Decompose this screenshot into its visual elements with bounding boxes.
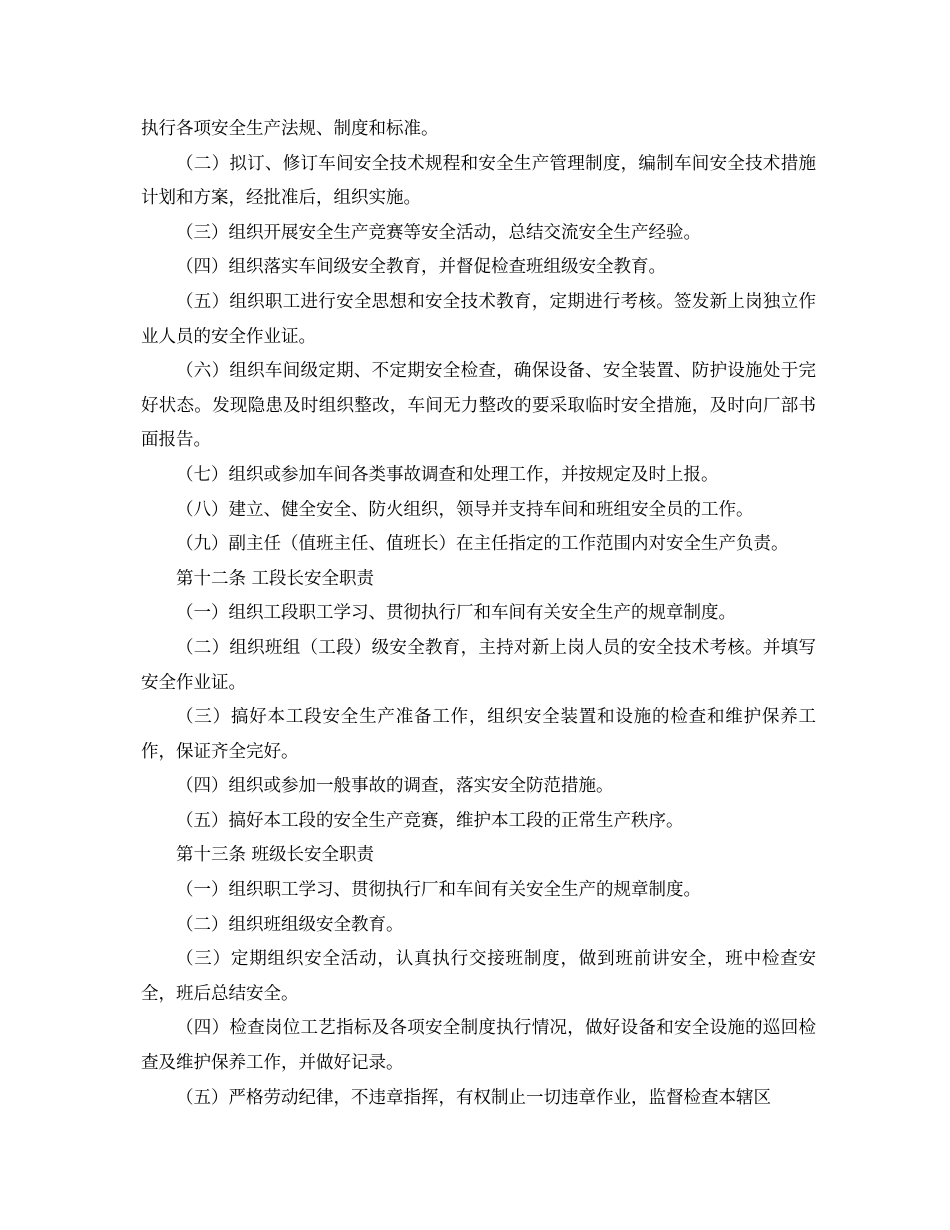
paragraph: 第十三条 班级长安全职责 [176, 845, 375, 866]
paragraph: （七）组织或参加车间各类事故调查和处理工作，并按规定及时上报。 [176, 464, 719, 485]
paragraph: （三）组织开展安全生产竞赛等安全活动，总结交流安全生产经验。 [176, 222, 701, 243]
paragraph: （八）建立、健全安全、防火组织，领导并支持车间和班组安全员的工作。 [176, 499, 754, 520]
paragraph: （一）组织工段职工学习、贯彻执行厂和车间有关安全生产的规章制度。 [176, 603, 736, 624]
paragraph: （二）组织班组（工段）级安全教育，主持对新上岗人员的安全技术考核。并填写安全作业证。 [141, 637, 816, 693]
paragraph: （一）组织职工学习、贯彻执行厂和车间有关安全生产的规章制度。 [176, 880, 701, 901]
paragraph: （三）搞好本工段安全生产准备工作，组织安全装置和设施的检查和维护保养工作，保证齐全完好。 [141, 707, 816, 762]
paragraph: （五）严格劳动纪律，不违章指挥，有权制止一切违章作业，监督检查本辖区 [176, 1087, 771, 1108]
document-body [141, 112, 816, 1115]
paragraph: （四）组织或参加一般事故的调查，落实安全防范措施。 [176, 776, 614, 797]
paragraph: （二）拟订、修订车间安全技术规程和安全生产管理制度，编制车间安全技术措施计划和方案，经批准后，组织实施。 [141, 153, 816, 209]
paragraph: （四）检查岗位工艺指标及各项安全制度执行情况，做好设备和安全设施的巡回检查及维护保养工作，并做好记录。 [141, 1018, 816, 1074]
paragraph: （六）组织车间级定期、不定期安全检查，确保设备、安全装置、防护设施处于完好状态。发现隐患及时组织整改，车间无力整改的要采取临时安全措施，及时向厂部书面报告。 [141, 361, 816, 451]
paragraph: （五）搞好本工段的安全生产竞赛，维护本工段的正常生产秩序。 [176, 810, 684, 831]
paragraph: 第十二条 工段长安全职责 [176, 568, 375, 589]
paragraph: （二）组织班组级安全教育。 [176, 914, 404, 935]
paragraph: （五）组织职工进行安全思想和安全技术教育，定期进行考核。签发新上岗独立作业人员的安全作业证。 [141, 291, 816, 347]
paragraph: （九）副主任（值班主任、值班长）在主任指定的工作范围内对安全生产负责。 [176, 534, 789, 555]
paragraph: （三）定期组织安全活动，认真执行交接班制度，做到班前讲安全，班中检查安全，班后总结安全。 [141, 949, 816, 1004]
paragraph: （四）组织落实车间级安全教育，并督促检查班组级安全教育。 [176, 257, 666, 278]
paragraph: 执行各项安全生产法规、制度和标准。 [141, 119, 439, 139]
